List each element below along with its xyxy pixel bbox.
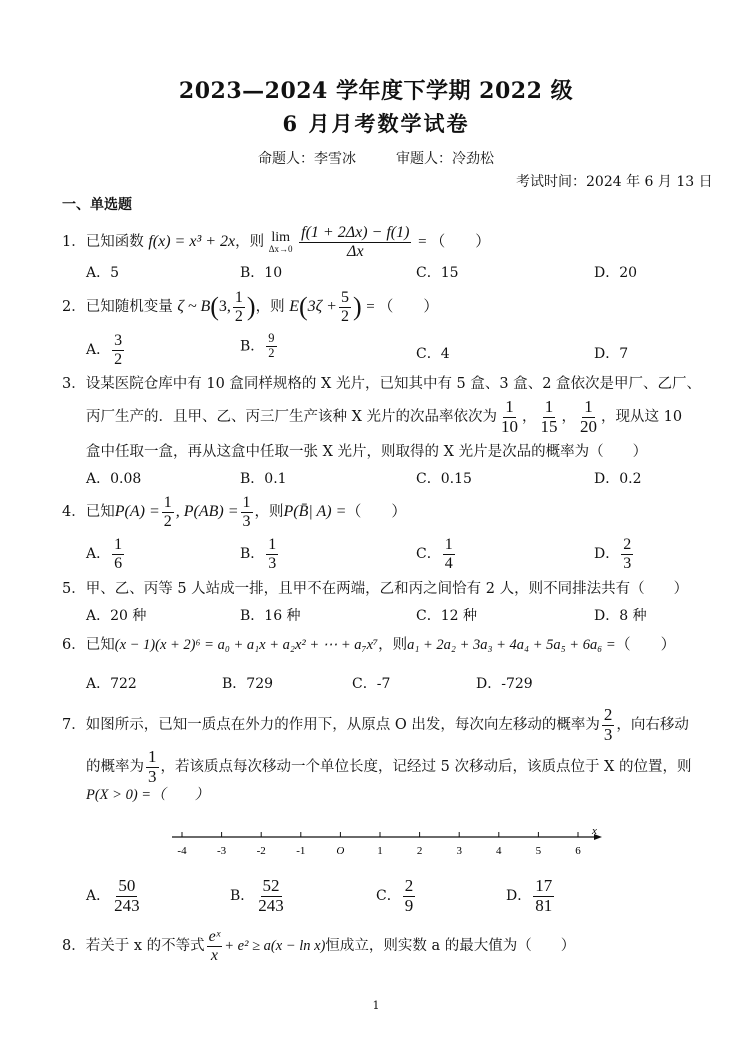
q3-option-d: D．0.2 — [594, 471, 642, 487]
limit-fraction: $\frac{f(1 + 2\Delta x) - f(1)}{\Delta x}$ — [301, 224, 410, 260]
setter: 命题人：李雪冰 — [258, 151, 356, 167]
question-3-line3: 盒中任取一盒，再从这盒中任取一张 X 光片，则取得的 X 光片是次品的概率为（ ） — [86, 444, 648, 460]
exam-time: 考试时间：2024 年 6 月 13 日 — [516, 174, 713, 190]
question-5: 5．甲、乙、丙等 5 人站成一排，且甲不在两端，乙和丙之间恰有 2 人，则不同排法共有（ ） — [62, 581, 689, 597]
question-number: 1． — [62, 234, 86, 251]
question-number: 2． — [62, 299, 86, 316]
question-3-line1: 3．设某医院仓库中有 10 盒同样规格的 X 光片，已知其中有 5 盒、3 盒、2 盒依次是甲厂、乙厂、 — [62, 376, 702, 392]
question-4: 4．已知P(A) = $\frac{1}{2}$ , P(AB) = $\frac{1}{3}$ ，则P(B̄| A) =（ ） — [62, 494, 407, 530]
tick-label: O — [336, 845, 345, 857]
question-8: 8．若关于 x 的不等式 $\frac{\text{eˣ}}{x}$ + e² ≥ a(x − ln x)恒成立，则实数 a 的最大值为（ ） — [62, 928, 576, 964]
function-expr: f(x) = x³ + 2x — [148, 233, 236, 251]
tick-label: 3 — [456, 845, 462, 857]
number-line-svg — [170, 826, 606, 862]
q5-option-b: B．16 种 — [240, 608, 301, 624]
q4-option-c: C． $\frac{1}{4}$ — [416, 536, 453, 572]
question-2: 2．已知随机变量 ζ ~ B(3, $\frac{1}{2}$ )，则 E(3ζ + $\frac{5}{2}$ ) = （ ） — [62, 289, 439, 325]
binomial-n: 3, — [218, 298, 231, 316]
q6-option-c: C．-7 — [352, 676, 391, 692]
q7-option-c: C． $\frac{2}{9}$ — [376, 876, 414, 915]
page-number: 1 — [372, 999, 380, 1012]
tick-label: 4 — [496, 845, 502, 857]
expectation-arg: 3ζ + — [307, 298, 337, 316]
random-variable: ζ ~ B — [177, 298, 211, 316]
axis-label: x — [592, 826, 597, 837]
binomial-p: $\frac{1}{2}$ — [234, 289, 243, 325]
q3-option-a: A．0.08 — [86, 471, 142, 487]
exam-title-line2: 6 月月考数学试卷 — [282, 111, 470, 136]
question-3-line2: 丙厂生产的．且甲、乙、丙三厂生产该种 X 光片的次品率依次为 $\frac{1}{10}$ ， $\frac{1}{15}$ ， $\frac{1}{20}$ ，现从这 10 — [86, 397, 683, 436]
tick-label: 1 — [377, 845, 383, 857]
expectation: E — [289, 298, 299, 316]
q1-option-a: A．5 — [86, 265, 120, 281]
q7-option-a: A． $\frac{50}{243}$ — [86, 876, 140, 915]
tick-label: -1 — [296, 845, 306, 857]
q2-option-d: D．7 — [594, 346, 629, 362]
q5-option-d: D．8 种 — [594, 608, 647, 624]
q6-option-a: A．722 — [86, 676, 137, 692]
question-6: 6．已知(x − 1)(x + 2)⁶ = a₀ + a₁x + a₂x² + ⋯ + a₇x⁷，则a₁ + 2a₂ + 3a₃ + 4a₄ + 5a₅ + 6a₆ =（ ） — [62, 637, 676, 653]
answer-blank: = （ ） — [418, 234, 491, 251]
question-7-line2: 的概率为 $\frac{1}{3}$ ，若该质点每次移动一个单位长度，记经过 5 次移动后，该质点位于 X 的位置，则 — [86, 747, 692, 786]
q4-option-d: D． $\frac{2}{3}$ — [594, 536, 632, 572]
tick-label: 2 — [416, 845, 423, 857]
question-7-line1: 7．如图所示，已知一质点在外力的作用下，从原点 O 出发，每次向左移动的概率为 $\frac{2}{3}$ ，向右移动 — [62, 705, 689, 744]
question-7-line3: P(X > 0) =（ ） — [86, 787, 210, 803]
tick-label: 6 — [575, 845, 581, 857]
q5-option-c: C．12 种 — [416, 608, 477, 624]
q3-option-b: B．0.1 — [240, 471, 287, 487]
tick-label: -4 — [177, 845, 187, 857]
q6-option-b: B．729 — [222, 676, 274, 692]
tick-label: -2 — [256, 845, 266, 857]
reviewer: 审题人：冷劲松 — [396, 151, 494, 167]
limit-expr: lim Δx→0 — [268, 229, 293, 254]
q7-option-b: B． $\frac{52}{243}$ — [230, 876, 284, 915]
question-text: 已知随机变量 — [85, 299, 173, 316]
q2-option-a: A． $\frac{3}{2}$ — [86, 332, 123, 368]
q4-option-a: A． $\frac{1}{6}$ — [86, 536, 123, 572]
tick-label: 5 — [535, 845, 542, 857]
q6-option-d: D．-729 — [476, 676, 533, 692]
q1-option-d: D．20 — [594, 265, 638, 281]
q1-option-b: B．10 — [240, 265, 283, 281]
q2-option-c: C．4 — [416, 346, 450, 362]
exam-title-line1: 2023—2024 学年度下学期 2022 级 — [178, 78, 574, 104]
question-1 — [62, 224, 490, 260]
question-text: 已知函数 — [85, 234, 144, 251]
q4-option-b: B． $\frac{1}{3}$ — [240, 536, 277, 572]
authors-line — [258, 148, 494, 168]
q3-option-c: C．0.15 — [416, 471, 472, 487]
answer-blank: = （ ） — [366, 299, 439, 316]
question-text: ，则 — [235, 234, 265, 251]
q7-option-d: D． $\frac{17}{81}$ — [506, 876, 553, 915]
q2-option-b: B． $\frac{9}{2}$ — [240, 331, 275, 360]
number-line — [170, 826, 606, 862]
section-title: 一、单选题 — [62, 197, 132, 213]
q1-option-c: C．15 — [416, 265, 459, 281]
expectation-fraction: $\frac{5}{2}$ — [340, 289, 349, 325]
q5-option-a: A．20 种 — [86, 608, 147, 624]
question-text: ，则 — [255, 299, 285, 316]
tick-label: -3 — [217, 845, 227, 857]
